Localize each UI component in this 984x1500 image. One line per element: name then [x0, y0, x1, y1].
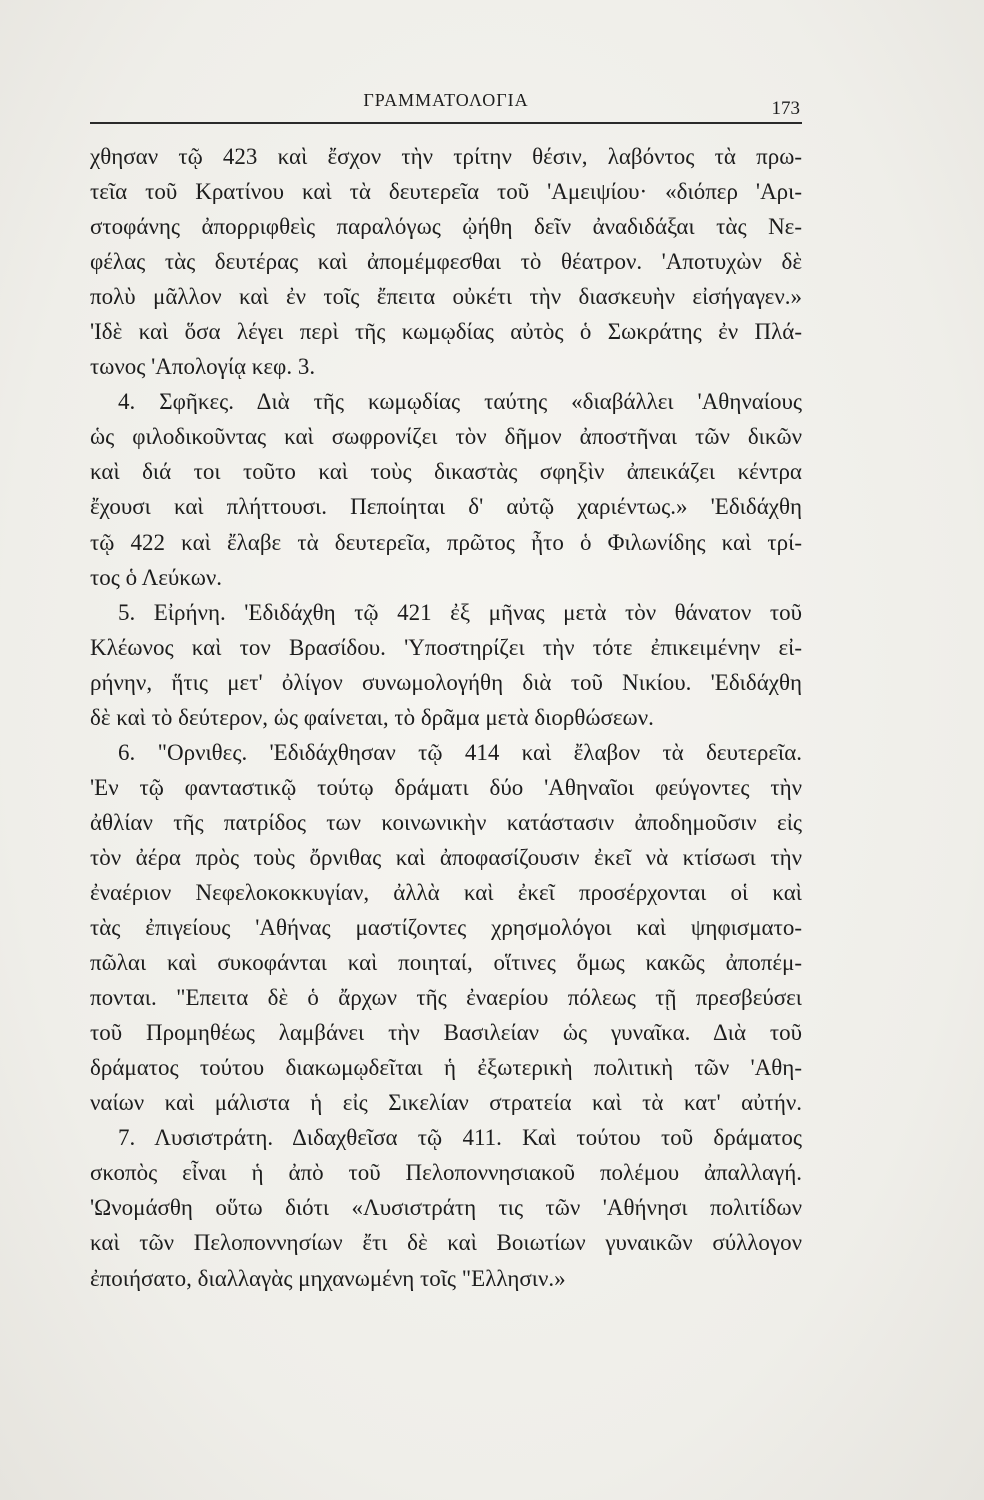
text-line: καὶ διά τοι τοῦτο καὶ τοὺς δικαστὰς σφηξὶν ἀπεικάζει κέντρα [90, 459, 802, 485]
text-line: 7. Λυσιστράτη. Διδαχθεῖσα τῷ 411. Καὶ τούτου τοῦ δράματος [118, 1125, 802, 1151]
text-line: 6. "Ορνιθες. 'Εδιδάχθησαν τῷ 414 καὶ ἔλαβον τὰ δευτερεῖα. [118, 739, 802, 765]
text-line: τος ὁ Λεύκων. [90, 564, 222, 590]
text-line: ἐναέριον Νεφελοκοκκυγίαν, ἀλλὰ καὶ ἐκεῖ προσέρχονται οἱ καὶ [90, 879, 802, 905]
text-line: ἀθλίαν τῆς πατρίδος των κοινωνικὴν κατάστασιν ἀποδημοῦσιν εἰς [90, 809, 802, 835]
page-number: 173 [771, 98, 800, 119]
text-line: φέλας τὰς δευτέρας καὶ ἀπομέμφεσθαι τὸ θέατρον. 'Αποτυχὼν δὲ [90, 249, 802, 275]
text-line: πονται. "Επειτα δὲ ὁ ἄρχων τῆς ἐναερίου πόλεως τῇ πρεσβεύσει [90, 985, 802, 1011]
text-line: τῷ 422 καὶ ἔλαβε τὰ δευτερεῖα, πρῶτος ἦτο ὁ Φιλωνίδης καὶ τρί- [90, 529, 802, 555]
text-line: 'Ιδὲ καὶ ὅσα λέγει περὶ τῆς κωμῳδίας αὐτὸς ὁ Σωκράτης ἐν Πλά- [90, 319, 802, 345]
text-line: καὶ τῶν Πελοποννησίων ἔτι δὲ καὶ Βοιωτίων γυναικῶν σύλλογον [90, 1230, 802, 1256]
text-line: πολὺ μᾶλλον καὶ ἐν τοῖς ἔπειτα οὐκέτι τὴν διασκευὴν εἰσήγαγεν.» [90, 284, 802, 310]
text-line: 4. Σφῆκες. Διὰ τῆς κωμῳδίας ταύτης «διαβάλλει 'Αθηναίους [118, 389, 802, 415]
text-line: τωνος 'Απολογίᾳ κεφ. 3. [90, 354, 316, 380]
text-line: ρήνην, ἥτις μετ' ὀλίγον συνωμολογήθη διὰ τοῦ Νικίου. 'Εδιδάχθη [90, 669, 802, 695]
text-line: δράματος τούτου διακωμῳδεῖται ἡ ἐξωτερικὴ πολιτικὴ τῶν 'Αθη- [90, 1055, 802, 1081]
text-line: ναίων καὶ μάλιστα ἡ εἰς Σικελίαν στρατεία καὶ τὰ κατ' αὐτήν. [90, 1090, 802, 1116]
text-line: τοῦ Προμηθέως λαμβάνει τὴν Βασιλείαν ὡς γυναῖκα. Διὰ τοῦ [90, 1020, 802, 1046]
running-title: ΓΡΑΜΜΑΤΟΛΟΓΙΑ [363, 90, 529, 110]
text-line: 'Εν τῷ φανταστικῷ τούτῳ δράματι δύο 'Αθηναῖοι φεύγοντες τὴν [90, 774, 802, 800]
text-line: πῶλαι καὶ συκοφάνται καὶ ποιηταί, οἵτινες ὅμως κακῶς ἀποπέμ- [90, 950, 802, 976]
text-line: τεῖα τοῦ Κρατίνου καὶ τὰ δευτερεῖα τοῦ 'Αμειψίου· «διόπερ 'Αρι- [90, 179, 802, 205]
text-line: Κλέωνος καὶ τον Βρασίδου. 'Υποστηρίζει τὴν τότε ἐπικειμένην εἰ- [90, 634, 802, 660]
text-line: ἐποιήσατο, διαλλαγὰς μηχανωμένη τοῖς "Ελλησιν.» [90, 1265, 566, 1291]
text-line: 5. Εἰρήνη. 'Εδιδάχθη τῷ 421 ἐξ μῆνας μετὰ τὸν θάνατον τοῦ [118, 599, 802, 625]
text-line: τὰς ἐπιγείους 'Αθήνας μαστίζοντες χρησμολόγοι καὶ ψηφισματο- [90, 915, 802, 941]
text-line: χθησαν τῷ 423 καὶ ἔσχον τὴν τρίτην θέσιν, λαβόντος τὰ πρω- [90, 144, 802, 169]
text-line: σκοπὸς εἶναι ἡ ἀπὸ τοῦ Πελοποννησιακοῦ πολέμου ἀπαλλαγή. [90, 1160, 802, 1186]
text-line: τὸν ἀέρα πρὸς τοὺς ὄρνιθας καὶ ἀποφασίζουσιν ἐκεῖ νὰ κτίσωσι τὴν [90, 844, 802, 870]
text-line: ὡς φιλοδικοῦντας καὶ σωφρονίζει τὸν δῆμον ἀποστῆναι τῶν δικῶν [90, 424, 802, 450]
text-line: ἔχουσι καὶ πλήττουσι. Πεποίηται δ' αὐτῷ χαριέντως.» 'Εδιδάχθη [90, 494, 802, 520]
text-line: 'Ωνομάσθη οὕτω διότι «Λυσιστράτη τις τῶν 'Αθήνησι πολιτίδων [90, 1195, 802, 1221]
text-line: στοφάνης ἀπορριφθεὶς παραλόγως ᾠήθη δεῖν ἀναδιδάξαι τὰς Νε- [90, 214, 802, 240]
page-header [90, 88, 802, 128]
header-rule [90, 122, 802, 124]
body-text [90, 139, 802, 1296]
text-line: δὲ καὶ τὸ δεύτερον, ὡς φαίνεται, τὸ δρᾶμα μετὰ διορθώσεων. [90, 704, 654, 730]
